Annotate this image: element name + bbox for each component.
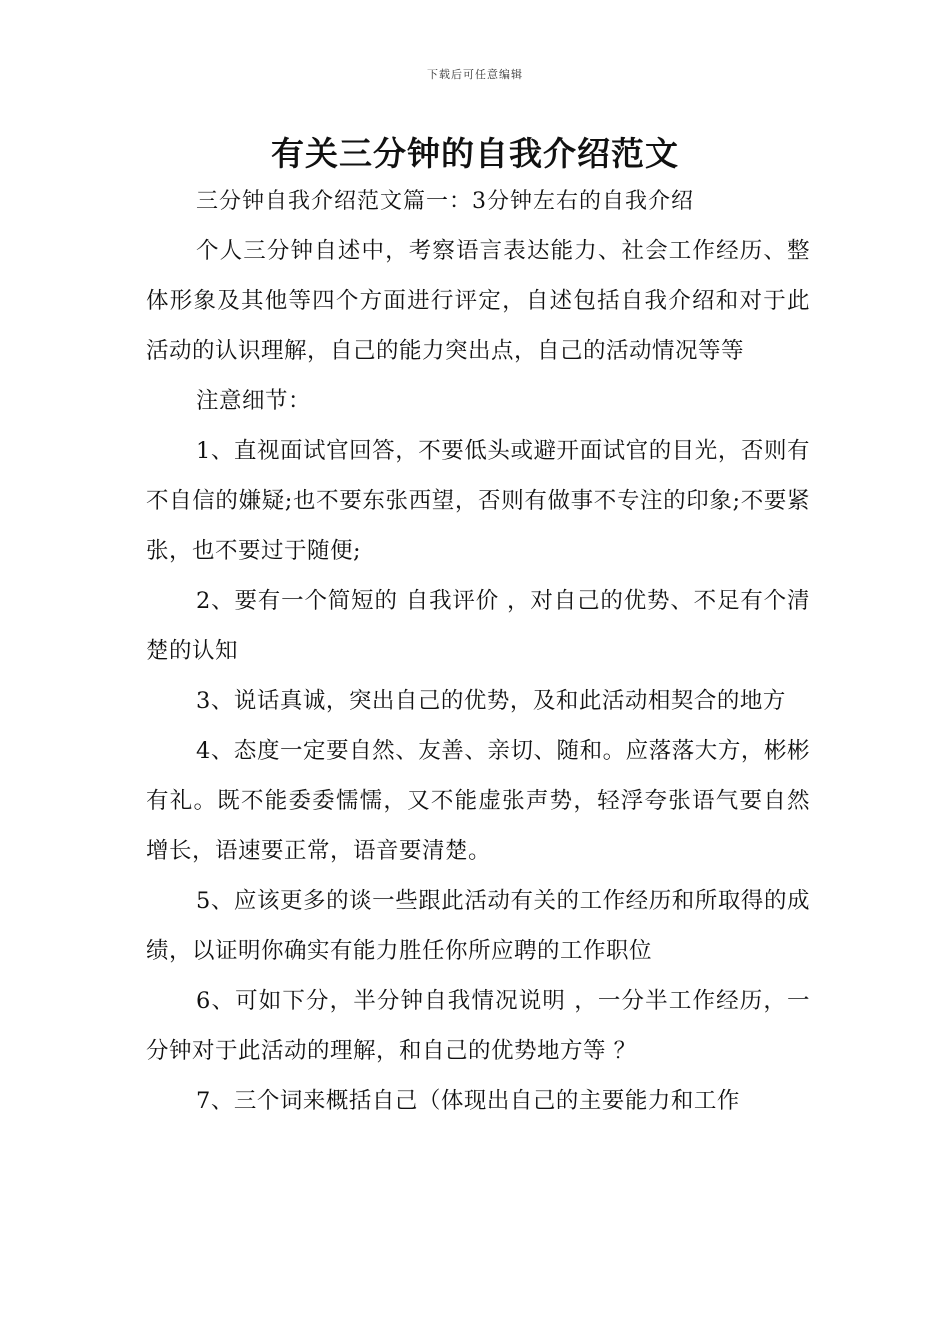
paragraph-item-3: 3、说话真诚，突出自己的优势，及和此活动相契合的地方: [196, 688, 786, 714]
document-title: 有关三分钟的自我介绍范文: [271, 134, 679, 173]
paragraph-notes-heading: 注意细节：: [196, 388, 312, 414]
paragraph-intro: 个人三分钟自述中，考察语言表达能力、社会工作经历、整体形象及其他等四个方面进行评定，自述包括自我介绍和对于此活动的认识理解，自己的能力突出点，自己的活动情况等等: [146, 238, 810, 364]
header-note: 下载后可任意编辑: [427, 68, 523, 81]
paragraph-item-2: 2、要有一个简短的 自我评价 ，对自己的优势、不足有个清楚的认知: [146, 588, 810, 664]
document-body: [146, 226, 810, 1126]
document-subtitle: 三分钟自我介绍范文篇一：3分钟左右的自我介绍: [196, 189, 694, 214]
paragraph-item-6: 6、可如下分，半分钟自我情况说明 ，一分半工作经历，一分钟对于此活动的理解，和自己的优势地方等 ？: [146, 988, 810, 1064]
paragraph-item-7: 7、三个词来概括自己（体现出自己的主要能力和工作: [196, 1088, 740, 1114]
paragraph-item-4: 4、态度一定要自然、友善、亲切、随和。应落落大方，彬彬有礼。既不能委委懦懦，又不能虚张声势，轻浮夸张语气要自然增长，语速要正常，语音要清楚。: [146, 738, 810, 864]
paragraph-item-5: 5、应该更多的谈一些跟此活动有关的工作经历和所取得的成绩，以证明你确实有能力胜任你所应聘的工作职位: [146, 888, 810, 964]
paragraph-item-1: 1、直视面试官回答，不要低头或避开面试官的目光，否则有不自信的嫌疑;也不要东张西望，否则有做事不专注的印象;不要紧张，也不要过于随便;: [146, 438, 810, 564]
